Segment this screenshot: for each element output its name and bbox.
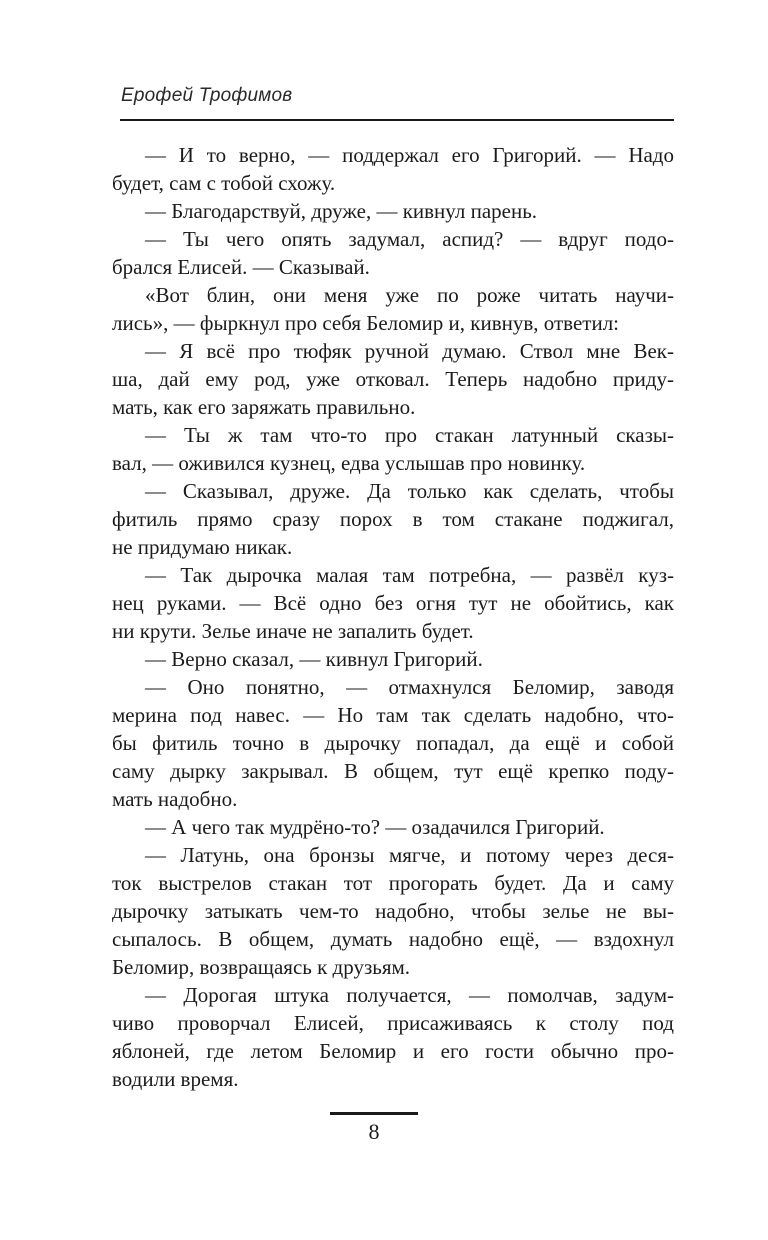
text-line: — Я всё про тюфяк ручной думаю. Ствол мне Век-: [145, 339, 674, 363]
paragraph: [112, 281, 674, 337]
text-line: будет, сам с тобой схожу.: [112, 171, 336, 195]
text-line: вал, — оживился кузнец, едва услышав про новинку.: [112, 451, 586, 475]
text-line: — Сказывал, друже. Да только как сделать, чтобы: [145, 479, 674, 503]
text-line: — Ты ж там что-то про стакан латунный сказы-: [145, 423, 674, 447]
paragraph: [112, 225, 674, 281]
paragraph: [112, 813, 674, 841]
page-number: 8: [368, 1119, 380, 1144]
text-line: — Оно понятно, — отмахнулся Беломир, заводя: [145, 675, 674, 699]
text-line: чиво проворчал Елисей, присаживаясь к столу под: [112, 1011, 674, 1035]
text-line: бы фитиль точно в дырочку попадал, да ещё и собой: [112, 731, 674, 755]
text-line: мать надобно.: [112, 787, 238, 811]
text-line: водили время.: [112, 1067, 239, 1091]
text-line: — Дорогая штука получается, — помолчав, задум-: [145, 983, 674, 1007]
paragraph: [112, 477, 674, 561]
paragraph: [112, 981, 674, 1093]
text-line: нец руками. — Всё одно без огня тут не обойтись, как: [112, 591, 674, 615]
text-line: — Так дырочка малая там потребна, — развёл куз-: [145, 563, 674, 587]
text-line: ни крути. Зелье иначе не запалить будет.: [112, 619, 474, 643]
footer: [330, 1112, 418, 1149]
text-line: Беломир, возвращаясь к друзьям.: [112, 955, 411, 979]
text-line: — Благодарствуй, друже, — кивнул парень.: [145, 199, 538, 223]
body-text: [112, 141, 674, 1093]
header-rule: [120, 119, 674, 121]
text-line: мерина под навес. — Но там так сделать надобно, что-: [112, 703, 674, 727]
text-line: ша, дай ему род, уже отковал. Теперь надобно приду-: [112, 367, 674, 391]
text-line: — И то верно, — поддержал его Григорий. — Надо: [145, 143, 674, 167]
text-line: «Вот блин, они меня уже по роже читать научи-: [145, 283, 674, 307]
paragraph: [112, 673, 674, 813]
paragraph: [112, 841, 674, 981]
text-line: лись», — фыркнул про себя Беломир и, кивнув, ответил:: [112, 311, 620, 335]
paragraph: [112, 197, 674, 225]
running-head-author: Ерофей Трофимов: [121, 85, 293, 106]
paragraph: [112, 421, 674, 477]
paragraph: [112, 141, 674, 197]
text-line: фитиль прямо сразу порох в том стакане поджигал,: [112, 507, 674, 531]
text-line: — Ты чего опять задумал, аспид? — вдруг подо-: [145, 227, 674, 251]
paragraph: [112, 561, 674, 645]
text-line: ток выстрелов стакан тот прогорать будет. Да и саму: [112, 871, 674, 895]
text-line: яблоней, где летом Беломир и его гости обычно про-: [112, 1039, 674, 1063]
text-line: саму дырку закрывал. В общем, тут ещё крепко поду-: [112, 759, 674, 783]
text-line: — Латунь, она бронзы мягче, и потому через деся-: [145, 843, 674, 867]
text-line: дырочку затыкать чем-то надобно, чтобы зелье не вы-: [112, 899, 674, 923]
text-line: сыпалось. В общем, думать надобно ещё, — вздохнул: [112, 927, 674, 951]
text-line: мать, как его заряжать правильно.: [112, 395, 416, 419]
text-line: брался Елисей. — Сказывай.: [112, 255, 370, 279]
paragraph: [112, 645, 674, 673]
paragraph: [112, 337, 674, 421]
text-line: не придумаю никак.: [112, 535, 293, 559]
text-line: — Верно сказал, — кивнул Григорий.: [145, 647, 483, 671]
text-line: — А чего так мудрёно-то? — озадачился Григорий.: [145, 815, 605, 839]
